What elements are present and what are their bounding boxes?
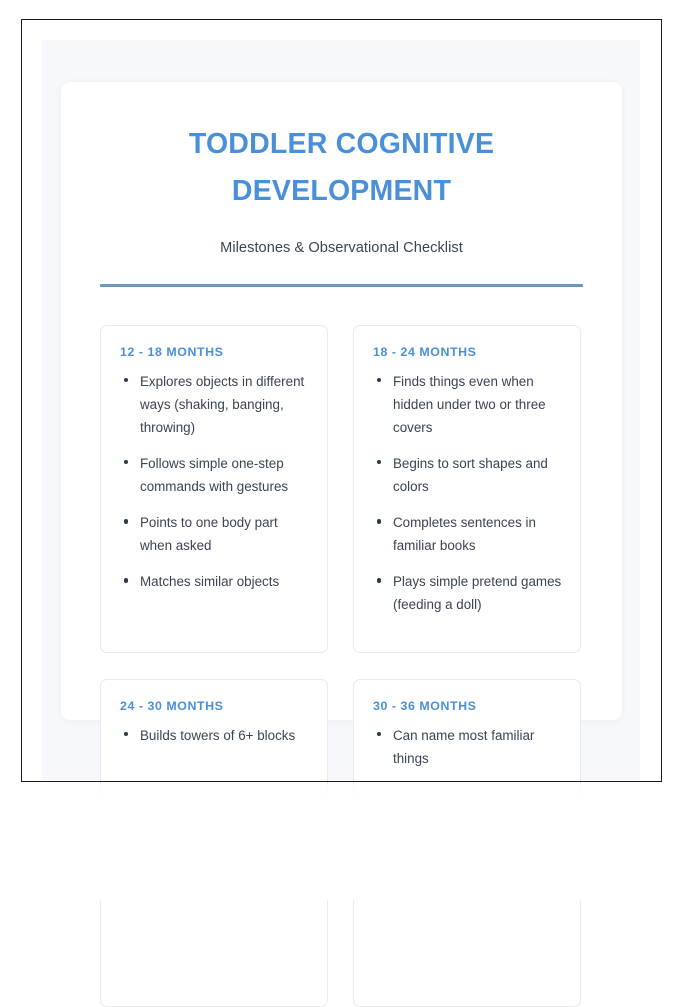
- milestone-age-heading: 30 - 36 MONTHS: [373, 698, 477, 713]
- bullet-icon: [124, 519, 128, 523]
- milestone-item-text: Matches similar objects: [140, 573, 280, 589]
- milestone-card: [100, 325, 328, 653]
- milestone-list: [371, 724, 563, 770]
- milestone-list-item: [391, 570, 563, 616]
- milestone-card: [100, 679, 328, 1007]
- milestone-item-text: Builds towers of 6+ blocks: [140, 727, 296, 743]
- bullet-icon: [377, 519, 381, 523]
- milestone-card: [353, 679, 581, 1007]
- page-subtitle: Milestones & Observational Checklist: [220, 240, 463, 257]
- bullet-icon: [124, 732, 128, 736]
- milestone-item-text: Finds things even when hidden under two or three covers: [393, 373, 546, 435]
- bullet-icon: [377, 378, 381, 382]
- bullet-icon: [377, 578, 381, 582]
- milestone-item-text: Explores objects in different ways (shaking, banging, throwing): [140, 373, 305, 435]
- milestone-item-text: Points to one body part when asked: [140, 514, 278, 553]
- milestone-list-item: [391, 724, 563, 770]
- milestone-item-text: Can name most familiar things: [393, 727, 535, 766]
- milestone-age-heading: 12 - 18 MONTHS: [120, 344, 224, 359]
- bullet-icon: [124, 578, 128, 582]
- header-divider-rule: [100, 284, 583, 286]
- bullet-icon: [124, 460, 128, 464]
- milestone-list-item: [138, 370, 310, 439]
- page-title: [142, 121, 542, 214]
- milestone-item-text: Begins to sort shapes and colors: [393, 455, 548, 494]
- document-card: [61, 82, 622, 766]
- milestone-list-item: [138, 511, 310, 557]
- bullet-icon: [377, 460, 381, 464]
- document-header: [61, 82, 622, 287]
- milestone-item-text: Follows simple one-step commands with gestures: [140, 455, 289, 494]
- milestone-list-item: [138, 724, 310, 747]
- milestone-list: [118, 370, 310, 593]
- milestone-list-item: [138, 570, 310, 593]
- bullet-icon: [377, 732, 381, 736]
- milestone-grid: [100, 325, 583, 1007]
- milestone-list: [371, 370, 563, 616]
- page-title-line-1: TODDLER COGNITIVE: [188, 128, 495, 160]
- milestone-age-heading: 24 - 30 MONTHS: [120, 698, 224, 713]
- bullet-icon: [124, 378, 128, 382]
- milestone-item-text: Plays simple pretend games (feeding a doll): [393, 573, 562, 613]
- milestone-list-item: [138, 452, 310, 498]
- milestone-card: [353, 325, 581, 653]
- milestone-age-heading: 18 - 24 MONTHS: [373, 344, 477, 359]
- milestone-item-text: Completes sentences in familiar books: [393, 514, 536, 553]
- milestone-list-item: [391, 370, 563, 439]
- page-title-line-2: DEVELOPMENT: [231, 174, 452, 207]
- milestone-list-item: [391, 511, 563, 557]
- milestone-list-item: [391, 452, 563, 498]
- milestone-list: [118, 724, 310, 747]
